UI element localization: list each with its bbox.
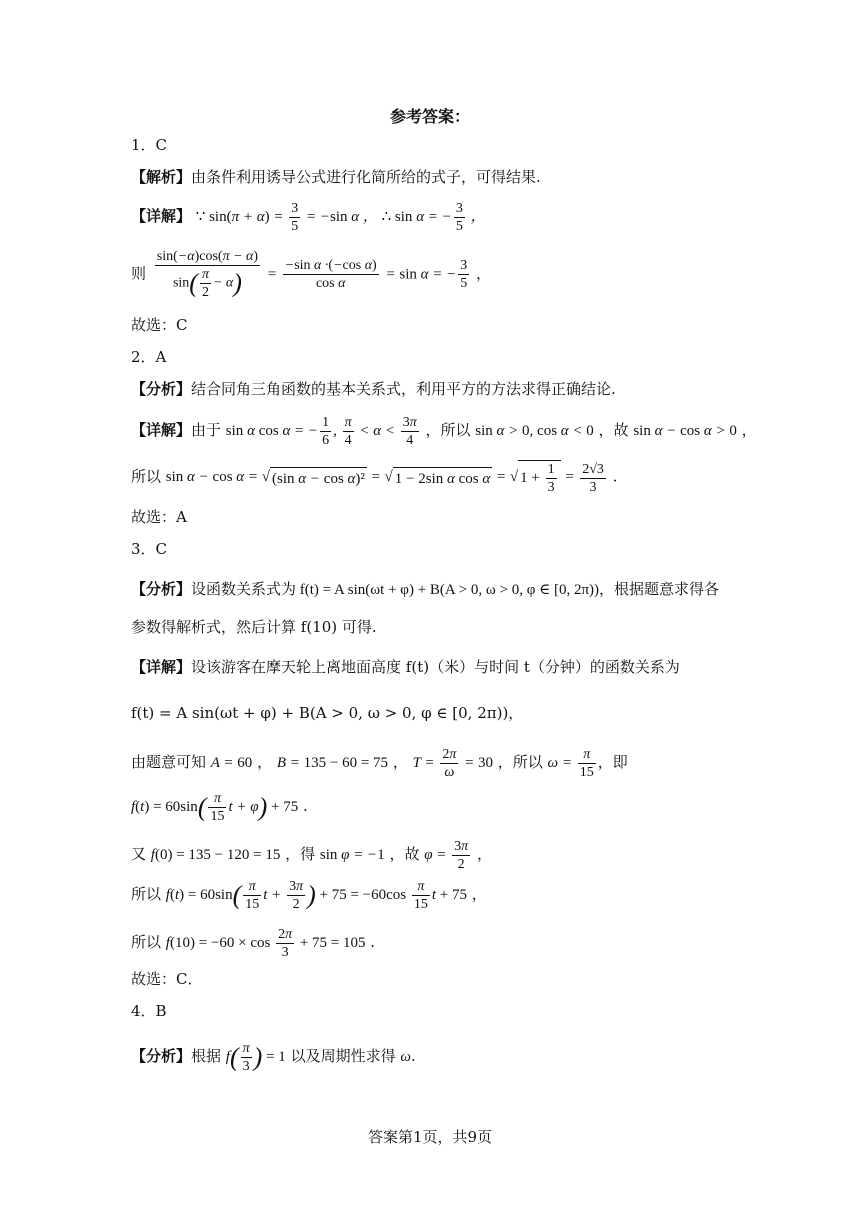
q2-analysis xyxy=(131,378,616,400)
q3-detail-line5: 又 f(0) = 135 − 120 = 15 ，得 sin φ = −1 ，故 φ = $\frac{3\pi}{2}$ ， xyxy=(131,839,492,872)
q3-detail-line4: f(t) = 60sin( $\frac{\pi}{15}$ t + φ) + 75 . xyxy=(131,791,308,824)
q3-detail-line7: 所以 f(10) = −60 × cos $\frac{2\pi}{3}$ + 75 = 105 . xyxy=(131,927,376,960)
q3-choice: 故选：C． xyxy=(131,970,203,988)
q2-number: 2．A xyxy=(131,348,167,366)
analysis-tag: 【解析】 xyxy=(131,168,192,186)
q4-number: 4．B xyxy=(131,1002,167,1020)
then-word: 则 xyxy=(131,264,147,283)
q3-number: 3．C xyxy=(131,540,168,558)
q2-choice: 故选：A xyxy=(131,508,187,526)
analysis-tag: 【分析】 xyxy=(131,380,192,398)
detail-tag: 【详解】 xyxy=(131,420,192,439)
q3-analysis-line2: 参数得解析式，然后计算 f(10) 可得. xyxy=(131,618,377,636)
analysis-text: 由条件利用诱导公式进行化简所给的式子，可得结果. xyxy=(191,168,541,186)
q2-detail-line1: 【详解】由于 sin α cos α = − $\frac{1}{6}$ , $\frac{\pi}{4}$ < α < $\frac{3\pi}{4}$ ，所以 sin α > 0, cos α < 0 ，故 sin α − cos α > 0 ， xyxy=(131,415,757,448)
q3-detail-line1 xyxy=(131,656,680,678)
q3-analysis-line1 xyxy=(131,578,719,601)
q2-detail-line2: 所以 sin α − cos α = √ (sin α − cos α)² = √ 1 − 2sin α cos α = √ 1 + $\frac{1}{3}$ = $\frac{2√3}{3}$ . xyxy=(131,461,618,495)
analysis-text: 结合同角三角函数的基本关系式，利用平方的方法求得正确结论. xyxy=(191,380,616,398)
analysis-tag: 【分析】 xyxy=(131,1046,192,1065)
q3-detail-line3: 由题意可知 A = 60 ， B = 135 − 60 = 75 ， T = $\frac{2\pi}{\omega}$ = 30 ，所以 ω = $\frac{\pi}{15}$ ，即 xyxy=(131,747,628,780)
q1-detail-line2: 则 sin(−α)cos(π − α) sin( $\frac{\pi}{2}$ − α) = $\frac{\text{−sin α ·(−cos α)}}{\text{cos α}}$ = sin α = − $\frac{3}{5}$ ， xyxy=(131,249,492,300)
page-footer: 答案第1页，共9页 xyxy=(367,1128,493,1146)
q4-analysis: 【分析】根据 f( $\frac{\pi}{3}$ ) = 1 以及周期性求得 ω. xyxy=(131,1041,416,1074)
analysis-tag: 【分析】 xyxy=(131,580,192,598)
q3-detail-text-1: 设该游客在摩天轮上离地面高度 f(t)（米）与时间 t（分钟）的函数关系为 xyxy=(191,658,680,676)
page-title: 参考答案： xyxy=(389,107,470,126)
q3-detail-line2: f(t) = A sin(ωt + φ) + B(A > 0, ω > 0, φ ∈ [0, 2π))， xyxy=(131,704,524,722)
q3-detail-line6: 所以 f(t) = 60sin( $\frac{\pi}{15}$ t + $\frac{3\pi}{2}$ ) + 75 = −60cos $\frac{\pi}{15}$ t + 75 ， xyxy=(131,879,487,912)
q1-choice: 故选：C xyxy=(131,316,188,334)
q1-number: 1．C xyxy=(131,136,168,154)
q3-analysis-text-1: 设函数关系式为 f(t) = A sin(ωt + φ) + B(A > 0, ω > 0, φ ∈ [0, 2π))，根据题意求得各 xyxy=(191,582,720,598)
q1-detail-line1 xyxy=(131,200,486,235)
detail-tag: 【详解】 xyxy=(131,658,192,676)
detail-tag: 【详解】 xyxy=(131,206,192,225)
q1-analysis xyxy=(131,166,541,188)
q1-formula-1: ∵ sin(π + α) = $\frac{3}{5}$ = −sin α ， ∴ sin α = − $\frac{3}{5}$ ， xyxy=(195,201,486,234)
